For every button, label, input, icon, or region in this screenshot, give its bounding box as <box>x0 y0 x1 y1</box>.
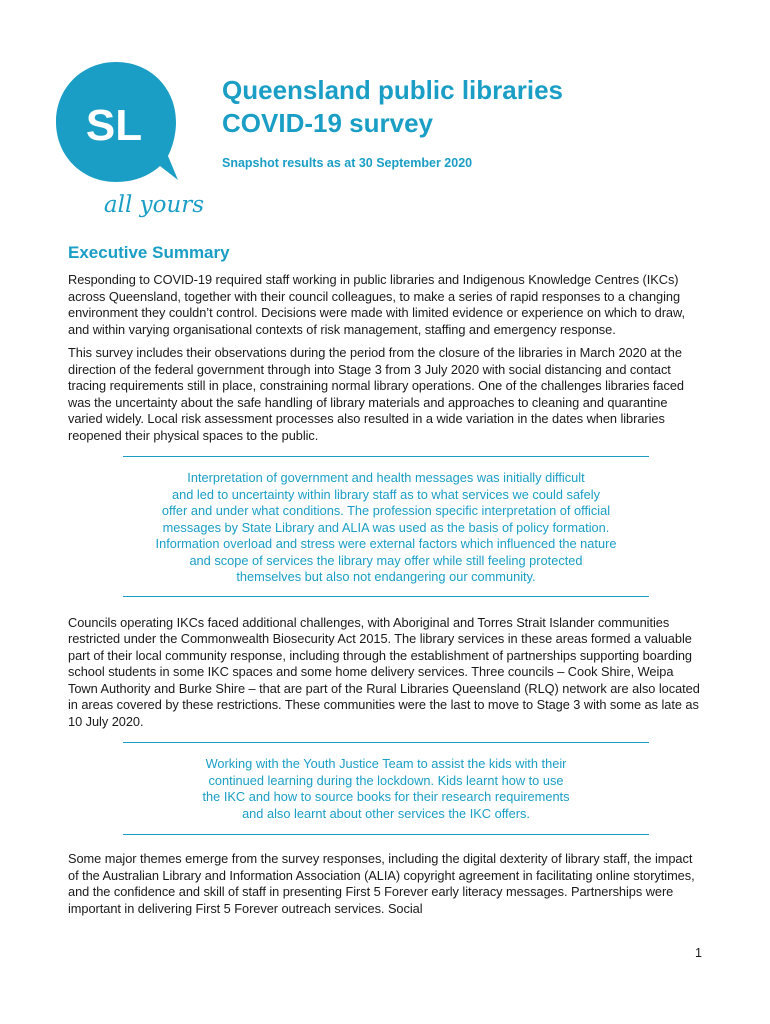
quote-line: and also learnt about other services the IKC offers. <box>242 805 530 821</box>
quote-line: the IKC and how to source books for their research requirements <box>202 789 570 804</box>
document-body <box>68 242 704 924</box>
paragraph-4: Some major themes emerge from the survey responses, including the digital dexterity of library staff, the impact of the Australian Library and Information Association (ALIA) copyright agreement in facilitating online storytimes, and the confidence and skill of staff in presenting First 5 Forever early literacy messages. Partnerships were important in delivering First 5 Forever outreach services. Social <box>68 851 695 916</box>
page-title-line-1: Queensland public libraries <box>222 75 563 105</box>
title-block <box>222 74 742 170</box>
pull-quote-1 <box>123 456 649 597</box>
quote-line: Working with the Youth Justice Team to assist the kids with their <box>205 756 567 771</box>
quote-line: Information overload and stress were external factors which influenced the nature <box>155 536 617 551</box>
quote-line: and led to uncertainty within library staff as to what services we could safely <box>172 486 600 502</box>
paragraph-1: Responding to COVID-19 required staff working in public libraries and Indigenous Knowledge Centres (IKCs) across Queensland, together with their council colleagues, to make a series of rapid responses to a changing environment they couldn’t control. Decisions were made with limited evidence or experience on which to draw, and within varying organisational contexts of risk management, staffing and emergency response. <box>68 272 685 337</box>
page-number: 1 <box>695 946 702 960</box>
logo-mark-text: SL <box>85 101 143 150</box>
quote-line: offer and under what conditions. The profession specific interpretation of official <box>161 503 611 518</box>
quote-line: Interpretation of government and health messages was initially difficult <box>187 470 585 485</box>
quote-line: and scope of services the library may offer while still feeling protected <box>189 552 583 568</box>
quote-line: continued learning during the lockdown. Kids learnt how to use <box>208 772 564 788</box>
section-heading: Executive Summary <box>68 243 230 262</box>
paragraph-3: Councils operating IKCs faced additional challenges, with Aboriginal and Torres Strait Islander communities restricted under the Commonwealth Biosecurity Act 2015. The library services in these areas formed a valuable part of their local community response, including through the establishment of partnerships supporting boarding school students in some IKC spaces and some home delivery services. Three councils – Cook Shire, Weipa Town Authority and Burke Shire – that are part of the Rural Libraries Queensland (RLQ) network are also located in areas covered by these restrictions. These communities were the last to move to Stage 3 with some as late as 10 July 2020. <box>68 614 700 729</box>
logo-tagline: all yours <box>103 192 205 218</box>
page-title-line-2: COVID-19 survey <box>222 108 433 138</box>
pull-quote-2 <box>123 742 649 835</box>
quote-line: messages by State Library and ALIA was used as the basis of policy formation. <box>162 519 610 535</box>
state-library-logo <box>54 60 214 230</box>
quote-line: themselves but also not endangering our community. <box>236 569 536 584</box>
speech-bubble-icon <box>54 60 214 230</box>
paragraph-2: This survey includes their observations during the period from the closure of the libraries in March 2020 at the direction of the federal government through into Stage 3 from 3 July 2020 with social distancing and contact tracing requirements still in place, constraining normal library operations. One of the challenges libraries faced was the uncertainty about the safe handling of library materials and approaches to cleaning and quarantine varied widely. Local risk assessment processes also resulted in a wide variation in the dates when libraries reopened their physical spaces to the public. <box>68 345 684 443</box>
snapshot-subtitle: Snapshot results as at 30 September 2020 <box>222 156 473 170</box>
